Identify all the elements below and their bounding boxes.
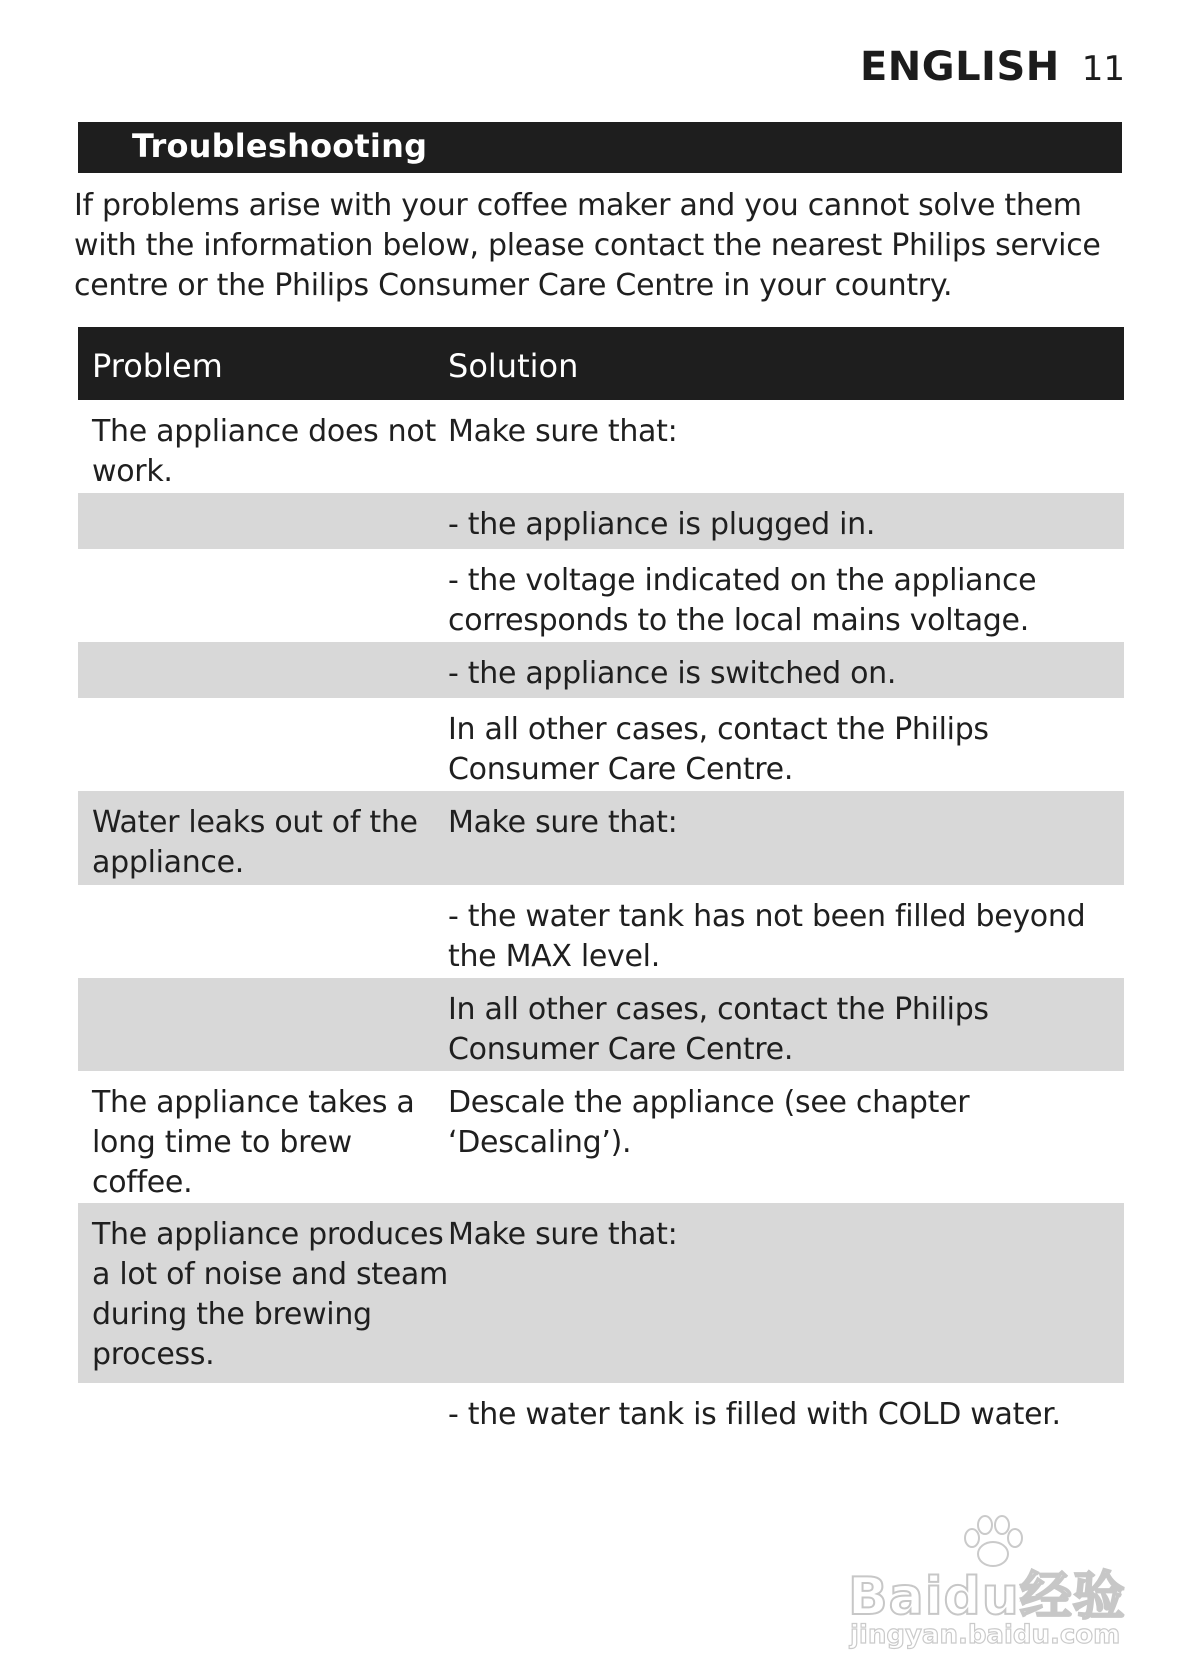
section-header-bar	[78, 122, 1122, 173]
table-row	[78, 642, 1124, 698]
intro-paragraph: If problems arise with your coffee maker and you cannot solve them with the information below, please contact the nearest Philips service centre or the Philips Consumer Care Centre in your country.	[74, 188, 1101, 303]
solution-column-header: Solution	[448, 347, 579, 385]
solution-cell: - the appliance is plugged in.	[448, 507, 876, 542]
table-row	[78, 885, 1124, 978]
solution-cell: Descale the appliance (see chapter ‘Descaling’).	[448, 1085, 970, 1160]
problem-cell: The appliance produces a lot of noise and steam during the brewing process.	[92, 1217, 448, 1372]
solution-cell: Make sure that:	[448, 1217, 678, 1252]
problem-cell	[78, 1383, 448, 1443]
problem-cell: Water leaks out of the appliance.	[92, 805, 418, 880]
problem-cell	[78, 885, 448, 978]
table-row	[78, 978, 1124, 1071]
solution-cell: - the water tank has not been filled beyond the MAX level.	[448, 899, 1086, 974]
problem-column-header: Problem	[92, 347, 223, 385]
troubleshooting-table	[78, 327, 1124, 1443]
problem-cell	[78, 978, 448, 1071]
baidu-watermark	[848, 1512, 1128, 1652]
table-row	[78, 1383, 1124, 1443]
problem-cell: The appliance takes a long time to brew coffee.	[92, 1085, 415, 1200]
problem-cell	[78, 698, 448, 791]
language-label: ENGLISH	[859, 44, 1060, 90]
solution-cell: Make sure that:	[448, 805, 678, 840]
problem-cell	[78, 493, 448, 549]
page-header	[860, 44, 1125, 90]
section-title: Troubleshooting	[132, 127, 428, 165]
table-row	[78, 549, 1124, 642]
problem-cell	[78, 549, 448, 642]
solution-cell: In all other cases, contact the Philips Consumer Care Centre.	[448, 992, 989, 1067]
table-row	[78, 493, 1124, 549]
table-row	[78, 698, 1124, 791]
watermark-site: jingyan.baidu.com	[850, 1620, 1121, 1650]
problem-cell: The appliance does not work.	[92, 414, 436, 489]
problem-cell	[78, 642, 448, 698]
watermark-logo: Baidu经验	[848, 1567, 1126, 1627]
table-header-row	[78, 327, 1124, 400]
table-row	[78, 1203, 1124, 1383]
table-row	[78, 400, 1124, 493]
solution-cell: - the appliance is switched on.	[448, 656, 897, 691]
page-number: 11	[1081, 49, 1125, 89]
solution-cell: Make sure that:	[448, 414, 678, 449]
solution-cell: - the water tank is filled with COLD water.	[448, 1397, 1061, 1432]
table-row	[78, 791, 1124, 885]
table-row	[78, 1071, 1124, 1203]
solution-cell: - the voltage indicated on the appliance corresponds to the local mains voltage.	[448, 563, 1037, 638]
solution-cell: In all other cases, contact the Philips Consumer Care Centre.	[448, 712, 989, 787]
